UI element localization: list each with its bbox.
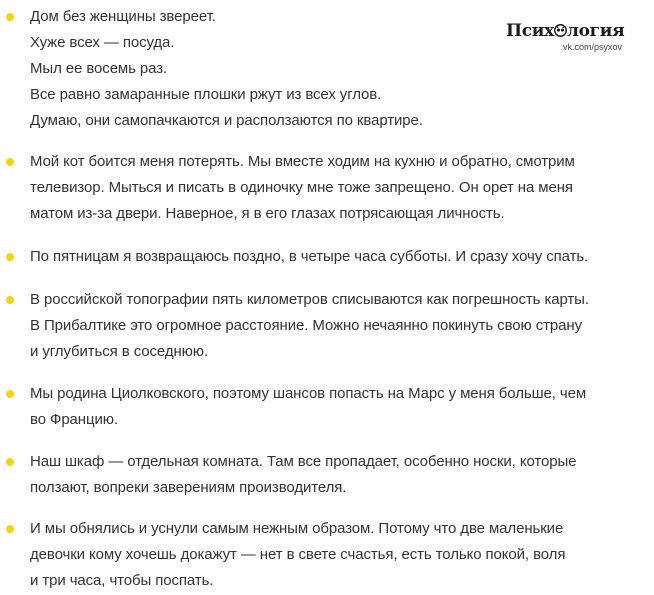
logo-title	[506, 21, 625, 41]
bullet-dot	[6, 158, 14, 166]
bullet-dot	[6, 458, 14, 466]
logo-title-left: Псих	[506, 21, 554, 41]
bullet-dot	[6, 13, 14, 21]
list-item-line: Мой кот боится меня потерять. Мы вместе ходим на кухню и обратно, смотрим	[30, 153, 575, 170]
bullet-dot	[6, 390, 14, 398]
list-item-line: По пятницам я возвращаюсь поздно, в четыре часа субботы. И сразу хочу спать.	[30, 248, 589, 265]
list-item-line: В Прибалтике это огромное расстояние. Можно нечаянно покинуть свою страну	[30, 317, 582, 334]
list-item-line: В российской топографии пять километров списываются как погрешность карты.	[30, 291, 589, 308]
psychology-logo	[506, 21, 625, 56]
list-item-line: И мы обнялись и уснули самым нежным образом. Потому что две маленькие	[30, 520, 564, 537]
list-item	[0, 516, 573, 594]
list-item	[0, 381, 594, 433]
logo-subtitle: vk.com/psyxov	[562, 42, 622, 52]
list-item-line: Мы родина Циолковского, поэтому шансов попасть на Марс у меня больше, чем	[30, 385, 587, 402]
list-item-line: Все равно замаранные плошки ржут из всех углов.	[30, 86, 382, 103]
list-item-line: девочки кому хочешь докажут — нет в свете счастья, есть только покой, воля	[30, 546, 566, 563]
list-item	[0, 287, 597, 365]
list-item-line: телевизор. Мыться и писать в одиночку мне тоже запрещено. Он орет на меня	[30, 179, 573, 196]
list-item-line: Дом без женщины звереет.	[30, 8, 216, 25]
list-item-line: Думаю, они самопачкаются и расползаются по квартире.	[30, 112, 423, 129]
list-item	[0, 449, 584, 501]
list-item-line: Хуже всех — посуда.	[30, 34, 175, 51]
list-item-line: Наш шкаф — отдельная комната. Там все пропадает, особенно носки, которые	[30, 453, 577, 470]
bullet-dot	[6, 296, 14, 304]
list-item-line: во Францию.	[30, 411, 118, 428]
list-item	[0, 4, 431, 134]
list-item-line: и углубиться в соседнюю.	[30, 343, 209, 360]
owl-icon	[554, 24, 567, 37]
bullet-dot	[6, 253, 14, 261]
list-item-line: матом из-за двери. Наверное, я в его глазах потрясающая личность.	[30, 205, 505, 222]
bullet-dot	[6, 525, 14, 533]
list-item	[0, 149, 583, 227]
logo-title-right: логия	[566, 21, 625, 41]
list-item	[0, 244, 596, 270]
list-item-line: и три часа, чтобы поспать.	[30, 572, 214, 589]
list-item-line: ползают, вопреки заверениям производителя.	[30, 479, 347, 496]
list-item-line: Мыл ее восемь раз.	[30, 60, 168, 77]
